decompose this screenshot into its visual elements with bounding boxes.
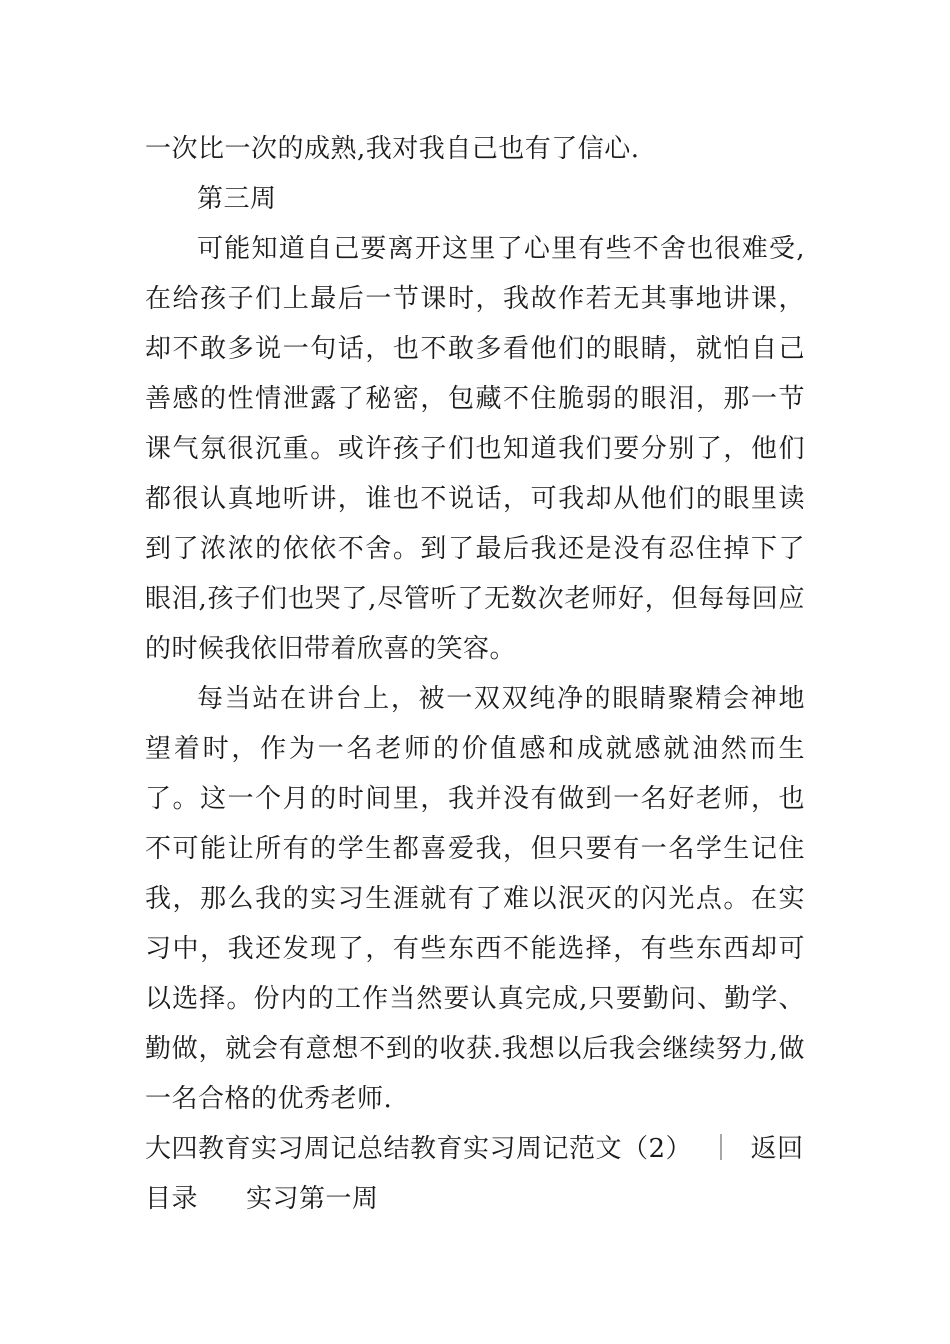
next-article-title[interactable]: 大四教育实习周记总结教育实习周记范文（2）: [145, 1134, 693, 1164]
next-section-heading: 实习第一周: [246, 1184, 379, 1214]
paragraph-farewell: 可能知道自己要离开这里了心里有些不舍也很难受,在给孩子们上最后一节课时，我故作若无其事地讲课，却不敢多说一句话，也不敢多看他们的眼睛，就怕自己善感的性情泄露了秘密，包藏不住脆弱的眼泪，那一节课气氛很沉重。或许孩子们也知道我们要分别了，他们都很认真地听讲，谁也不说话，可我却从他们的眼里读到了浓浓的依依不舍。到了最后我还是没有忍住掉下了眼泪,孩子们也哭了,尽管听了无数次老师好，但每每回应的时候我依旧带着欣喜的笑容。: [145, 234, 805, 664]
separator: ｜: [708, 1134, 735, 1164]
continuation-paragraph: 一次比一次的成熟,我对我自己也有了信心.: [145, 134, 640, 164]
paragraph-reflection: 每当站在讲台上，被一双双纯净的眼睛聚精会神地望着时，作为一名老师的价值感和成就感就油然而生了。这一个月的时间里，我并没有做到一名好老师，也不可能让所有的学生都喜爱我，但只要有一名学生记住我，那么我的实习生涯就有了难以泯灭的闪光点。在实习中，我还发现了，有些东西不能选择，有些东西却可以选择。份内的工作当然要认真完成,只要勤问、勤学、勤做，就会有意想不到的收获.我想以后我会继续努力,做一名合格的优秀老师.: [145, 684, 805, 1114]
back-to-toc-link[interactable]: 返回目录: [145, 1134, 804, 1214]
next-article-line: [145, 1124, 805, 1224]
section-heading-week-3: 第三周: [197, 184, 277, 214]
